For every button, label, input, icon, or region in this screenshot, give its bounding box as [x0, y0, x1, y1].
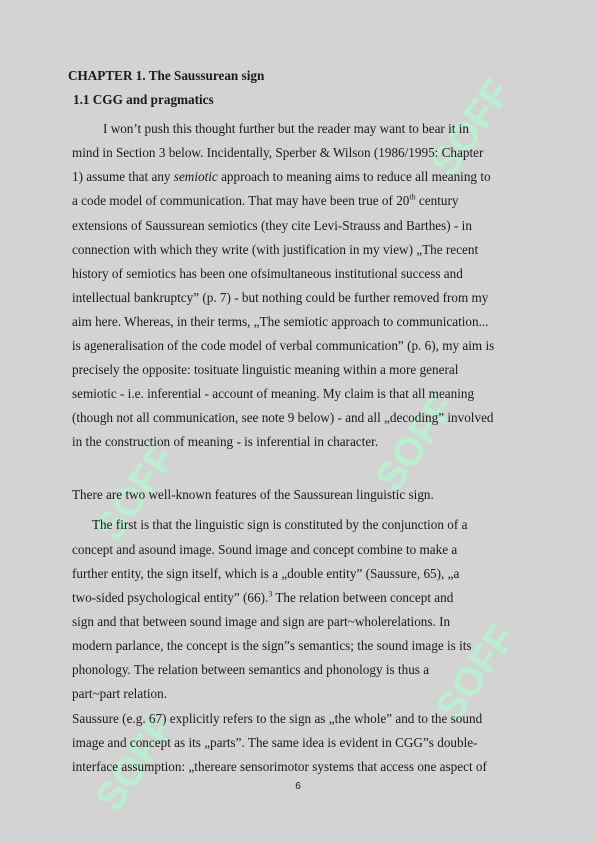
body-line: mind in Section 3 below. Incidentally, Sperber & Wilson (1986/1995: Chapter: [72, 145, 484, 160]
body-line: in the construction of meaning - is inferential in character.: [72, 434, 379, 449]
body-line: The first is that the linguistic sign is constituted by the conjunction of a: [92, 517, 468, 532]
svg-text:SOFF: SOFF: [367, 386, 465, 500]
svg-text:SOFF: SOFF: [87, 706, 185, 820]
body-line: a code model of communication. That may have been true of 20th century: [72, 192, 459, 208]
body-line: interface assumption: „thereare sensorimotor systems that access one aspect of: [72, 759, 487, 774]
body-line: image and concept as its „parts”. The same idea is evident in CGG”s double-: [72, 735, 478, 750]
body-line: part~part relation.: [72, 686, 168, 701]
body-line: intellectual bankruptcy” (p. 7) - but nothing could be further removed from my: [72, 290, 489, 305]
body-line: concept and asound image. Sound image and concept combine to make a: [72, 542, 458, 557]
chapter-heading: CHAPTER 1. The Saussurean sign: [68, 68, 265, 83]
body-line: There are two well-known features of the Saussurean linguistic sign.: [72, 487, 434, 502]
body-line: precisely the opposite: tosituate linguistic meaning within a more general: [72, 362, 459, 377]
emphasis-semiotic: semiotic: [173, 169, 218, 184]
body-line: sign and that between sound image and sign are part~wholerelations. In: [72, 614, 451, 629]
section-heading: 1.1 CGG and pragmatics: [73, 92, 214, 107]
body-line: phonology. The relation between semantics and phonology is thus a: [72, 662, 430, 677]
svg-text:SOFF: SOFF: [87, 436, 185, 550]
svg-text:SOFF: SOFF: [427, 616, 525, 730]
body-line: (though not all communication, see note 9 below) - and all „decoding” involved: [72, 410, 494, 425]
body-line: semiotic - i.e. inferential - account of meaning. My claim is that all meaning: [72, 386, 475, 401]
body-line: two-sided psychological entity” (66).$^3$ The relation between concept and: [72, 589, 454, 605]
body-line: connection with which they write (with justification in my view) „The recent: [72, 242, 479, 257]
body-line: modern parlance, the concept is the sign”s semantics; the sound image is its: [72, 638, 472, 653]
body-line: Saussure (e.g. 67) explicitly refers to the sign as „the whole” and to the sound: [72, 711, 483, 726]
body-line: aim here. Whereas, in their terms, „The semiotic approach to communication...: [72, 314, 489, 329]
footnote-marker: 3: [268, 589, 273, 599]
body-line: I won’t push this thought further but the reader may want to bear it in: [103, 121, 469, 136]
svg-text:SOFF: SOFF: [422, 71, 520, 185]
body-line: further entity, the sign itself, which is a „double entity” (Saussure, 65), „a: [72, 566, 460, 581]
body-line: history of semiotics has been one ofsimultaneous institutional success and: [72, 266, 463, 281]
body-line: extensions of Saussurean semiotics (they cite Levi-Strauss and Barthes) - in: [72, 218, 472, 233]
body-line: is ageneralisation of the code model of verbal communication” (p. 6), my aim is: [72, 338, 495, 353]
page-number: 6: [295, 781, 301, 792]
body-line: 1) assume that any semiotic approach to meaning aims to reduce all meaning to: [72, 169, 491, 184]
